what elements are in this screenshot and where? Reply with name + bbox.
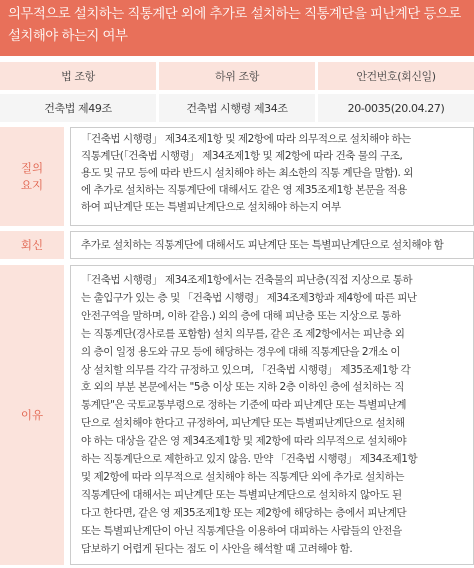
reason-label: 이유 <box>0 265 64 565</box>
page-title: 의무적으로 설치하는 직통계단 외에 추가로 설치하는 직통계단을 피난계단 등으로 설치해야 하는지 여부 <box>0 0 474 56</box>
case-number-header: 안건번호(회신일) <box>318 62 474 90</box>
reason-text: 「건축법 시행령」 제34조제1항에서는 건축물의 피난층(직접 지상으로 통하 는 출입구가 있는 층 및 「건축법 시행령」 제34조제3항과 제4항에 따른 피난 안전구역을 말하며, 이하 같음.) 외의 층에 대해 피난층 또는 지상으로 통하 는 직통계단(경사로를 포함함) 설치 의무를, 같은 조 제2항에서는 피난층 외 의 층이 일정 용도와 규모 등에 해당하는 경우에 대해 직통계단을 2개소 이 상 설치할 의무를 각각 규정하고 있으며, 「건축법 시행령」 제35조제1항 각 호 외의 부분 본문에서는 "5층 이상 또는 지하 2층 이하인 층에 설치하는 직 통계단"은 국토교통부령으로 정하는 기준에 따라 피난계단 또는 특별피난계 단으로 설치해야 한다고 규정하여, 피난계단 또는 특별피난계단으로 설치해 야 하는 대상을 같은 영 제34조제1항 및 제2항에 따라 의무적으로 설치해야 하는 직통계단으로 제한하고 있지 않음. 만약 「건축법 시행령」 제34조제1항 및 제2항에 따라 의무적으로 설치해야 하는 직통계단 외에 추가로 설치하는 직통계단에 대해서는 피난계단 또는 특별피난계단으로 설치하지 않아도 된 다고 한다면, 같은 영 제35조제1항 또는 제2항에 해당하는 층에서 피난계단 또는 특별피난계단이 아닌 직통계단을 이용하여 대피하는 사람들의 안전을 담보하기 어렵게 된다는 점도 이 사안을 해석할 때 고려해야 함. <box>70 265 474 565</box>
sub-article-value: 건축법 시행령 제34조 <box>159 94 315 122</box>
law-article-value: 건축법 제49조 <box>0 94 156 122</box>
meta-table <box>0 62 474 126</box>
meta-header-row <box>0 62 474 90</box>
law-article-header: 법 조항 <box>0 62 156 90</box>
reply-label: 회신 <box>0 231 64 259</box>
reason-section <box>0 265 474 565</box>
sub-article-header: 하위 조항 <box>159 62 315 90</box>
question-text: 「건축법 시행령」 제34조제1항 및 제2항에 따라 의무적으로 설치해야 하는 직통계단(「건축법 시행령」 제34조제1항 및 제2항에 따라 건축 물의 구조, 용도 및 규모 등에 따라 반드시 설치해야 하는 최소한의 직통 계단을 말함). 외 에 추가로 설치하는 직통계단에 대해서도 같은 영 제35조제1항 본문을 적용 하여 피난계단 또는 특별피난계단으로 설치해야 하는지 여부 <box>70 127 474 226</box>
reply-section <box>0 231 474 259</box>
question-label: 질의 요지 <box>0 127 64 226</box>
meta-value-row <box>0 94 474 122</box>
reply-text: 추가로 설치하는 직통계단에 대해서도 피난계단 또는 특별피난계단으로 설치해야 함 <box>70 231 474 259</box>
case-number-value: 20-0035(20.04.27) <box>318 94 474 122</box>
question-section <box>0 127 474 226</box>
